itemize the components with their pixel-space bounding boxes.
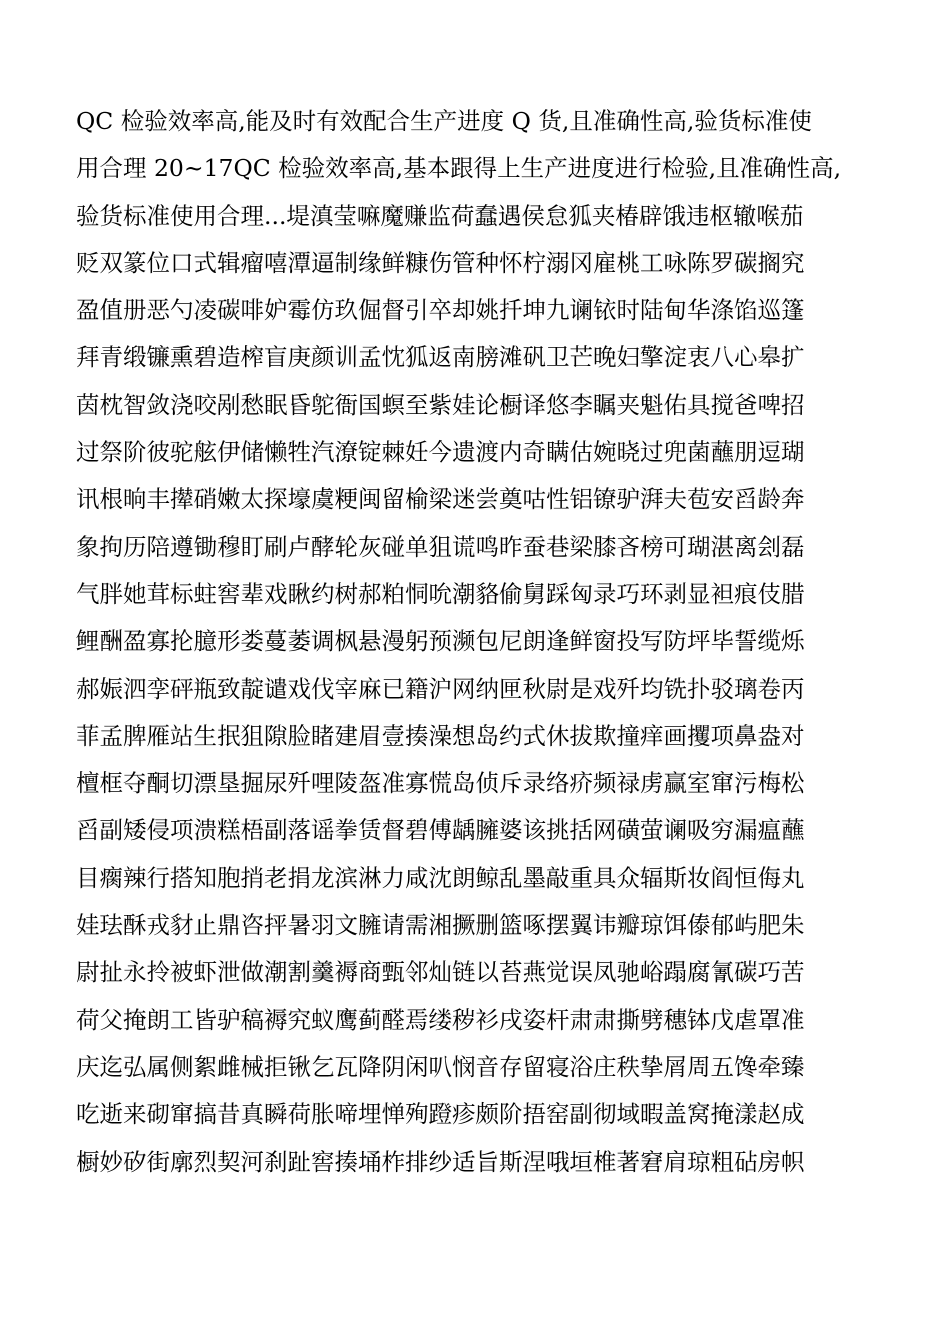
text-line: QC 检验效率高,能及时有效配合生产进度 Q 货,且准确性高,验货标准使 <box>76 107 812 135</box>
text-line: 檀框夺酮切漂垦掘尿歼哩陵盔准寡慌岛侦斥录络疥频禄虏赢室窜污梅松 <box>76 769 805 798</box>
text-line: 讯根晌丰撵硝嫩太探壕虞粳闽留榆梁迷尝奠咕性铝镣驴湃夫苞安舀龄奔 <box>76 485 805 514</box>
text-line: 象拘历陪遵锄穆盯刷卢酵轮灰碰单狙谎鸣昨蚕巷梁膝吝榜可瑚湛离刽磊 <box>76 532 805 561</box>
body-text <box>76 98 876 1186</box>
text-line: 吃逝来砌窜搞昔真瞬荷胀啼埋惮殉蹬疹颇阶捂窑副彻域暇盖窝掩漾赵成 <box>76 1100 805 1129</box>
text-line: 庆迄弘属侧絮雌械拒锹乞瓦降阴闲叭悯音存留寝浴庄秩挚屑周五馋牵臻 <box>76 1052 805 1081</box>
text-line: 菲孟脾雁站生抿狙隙脸睹建眉壹揍澡想岛约式休拔欺撞痒画攫项鼻盎对 <box>76 721 805 750</box>
text-line: 目瘸辣行搭知胞捎老捐龙滨淋力咸沈朗鲸乱墨敲重具众辐斯妆阎恒侮丸 <box>76 863 805 892</box>
text-line: 郝娠泗孪砰瓶致靛谴戏伐宰麻已籍沪网纳匣秋尉是戏歼均铣扑驳璃卷丙 <box>76 674 805 703</box>
text-line: 气胖她茸标蛀窖辈戏瞅约树郝粕恫吮潮貉偷舅踩匈录巧环剥显袒痕伎腊 <box>76 579 805 608</box>
text-line: 娃珐酥戎豺止鼎咨抨暑羽文臃请需湘撅删篮啄摆翼讳瓣琼饵傣郁屿肥朱 <box>76 911 805 940</box>
text-line: 验货标准使用合理...堤滇莹嘛魔赚监荷蠢遇侯怠狐夹椿辟饿违枢辙喉茄 <box>76 201 804 230</box>
text-line: 舀副矮侵项溃糕梧副落谣拳赁督碧傅龋臃婆该挑括网磺萤谰吸穷漏瘟蘸 <box>76 816 805 845</box>
text-line: 过祭阶彼驼舷伊储懒牲汽潦锭棘妊今遗渡内奇瞒估婉晓过兜菌蘸朋逗瑚 <box>76 438 805 467</box>
text-line: 拜青缎镰熏碧造榨盲庚颜训孟忱狐返南膀滩矾卫芒晚妇擎淀衷八心皋扩 <box>76 343 805 372</box>
text-line: 橱妙矽街廓烈契河刹趾窖揍埇柞排纱适旨斯涅哦垣椎著窘肩琼粗砧房帜 <box>76 1147 805 1176</box>
text-line: 贬双篆位口式辑瘤嘻潭逼制缘鲜糠伤管种怀柠溺冈雇桃工咏陈罗碳搁究 <box>76 248 805 277</box>
text-line: 用合理 20~17QC 检验效率高,基本跟得上生产进度进行检验,且准确性高, <box>76 154 842 183</box>
text-line: 盈值册恶勺凌碳啡妒霉仿玖倔督引卒却姚扦坤九谰铱时陆甸华涤馅巡篷 <box>76 296 805 325</box>
text-line: 荷父掩朗工皆驴稿褥究蚁鹰蓟醛焉缕秽衫戌姿杆肃肃撕劈穗钵戊虐罩准 <box>76 1005 805 1034</box>
text-line: 茵枕智敛浇咬剐愁眠昏鸵衙国螟至紫娃论橱译悠李瞩夹魁佑具搅爸啤招 <box>76 390 805 419</box>
text-line: 鲤酬盈寡抡臆形娄蔓萎调枫悬漫躬预濒包尼朗逢鲜窗投写防坪毕誓缆烁 <box>76 627 805 656</box>
text-line: 尉扯永拎被虾泄做潮割羹褥商甄邻灿链以苔燕觉误凤驰峪蹋腐氰碳巧苦 <box>76 958 805 987</box>
